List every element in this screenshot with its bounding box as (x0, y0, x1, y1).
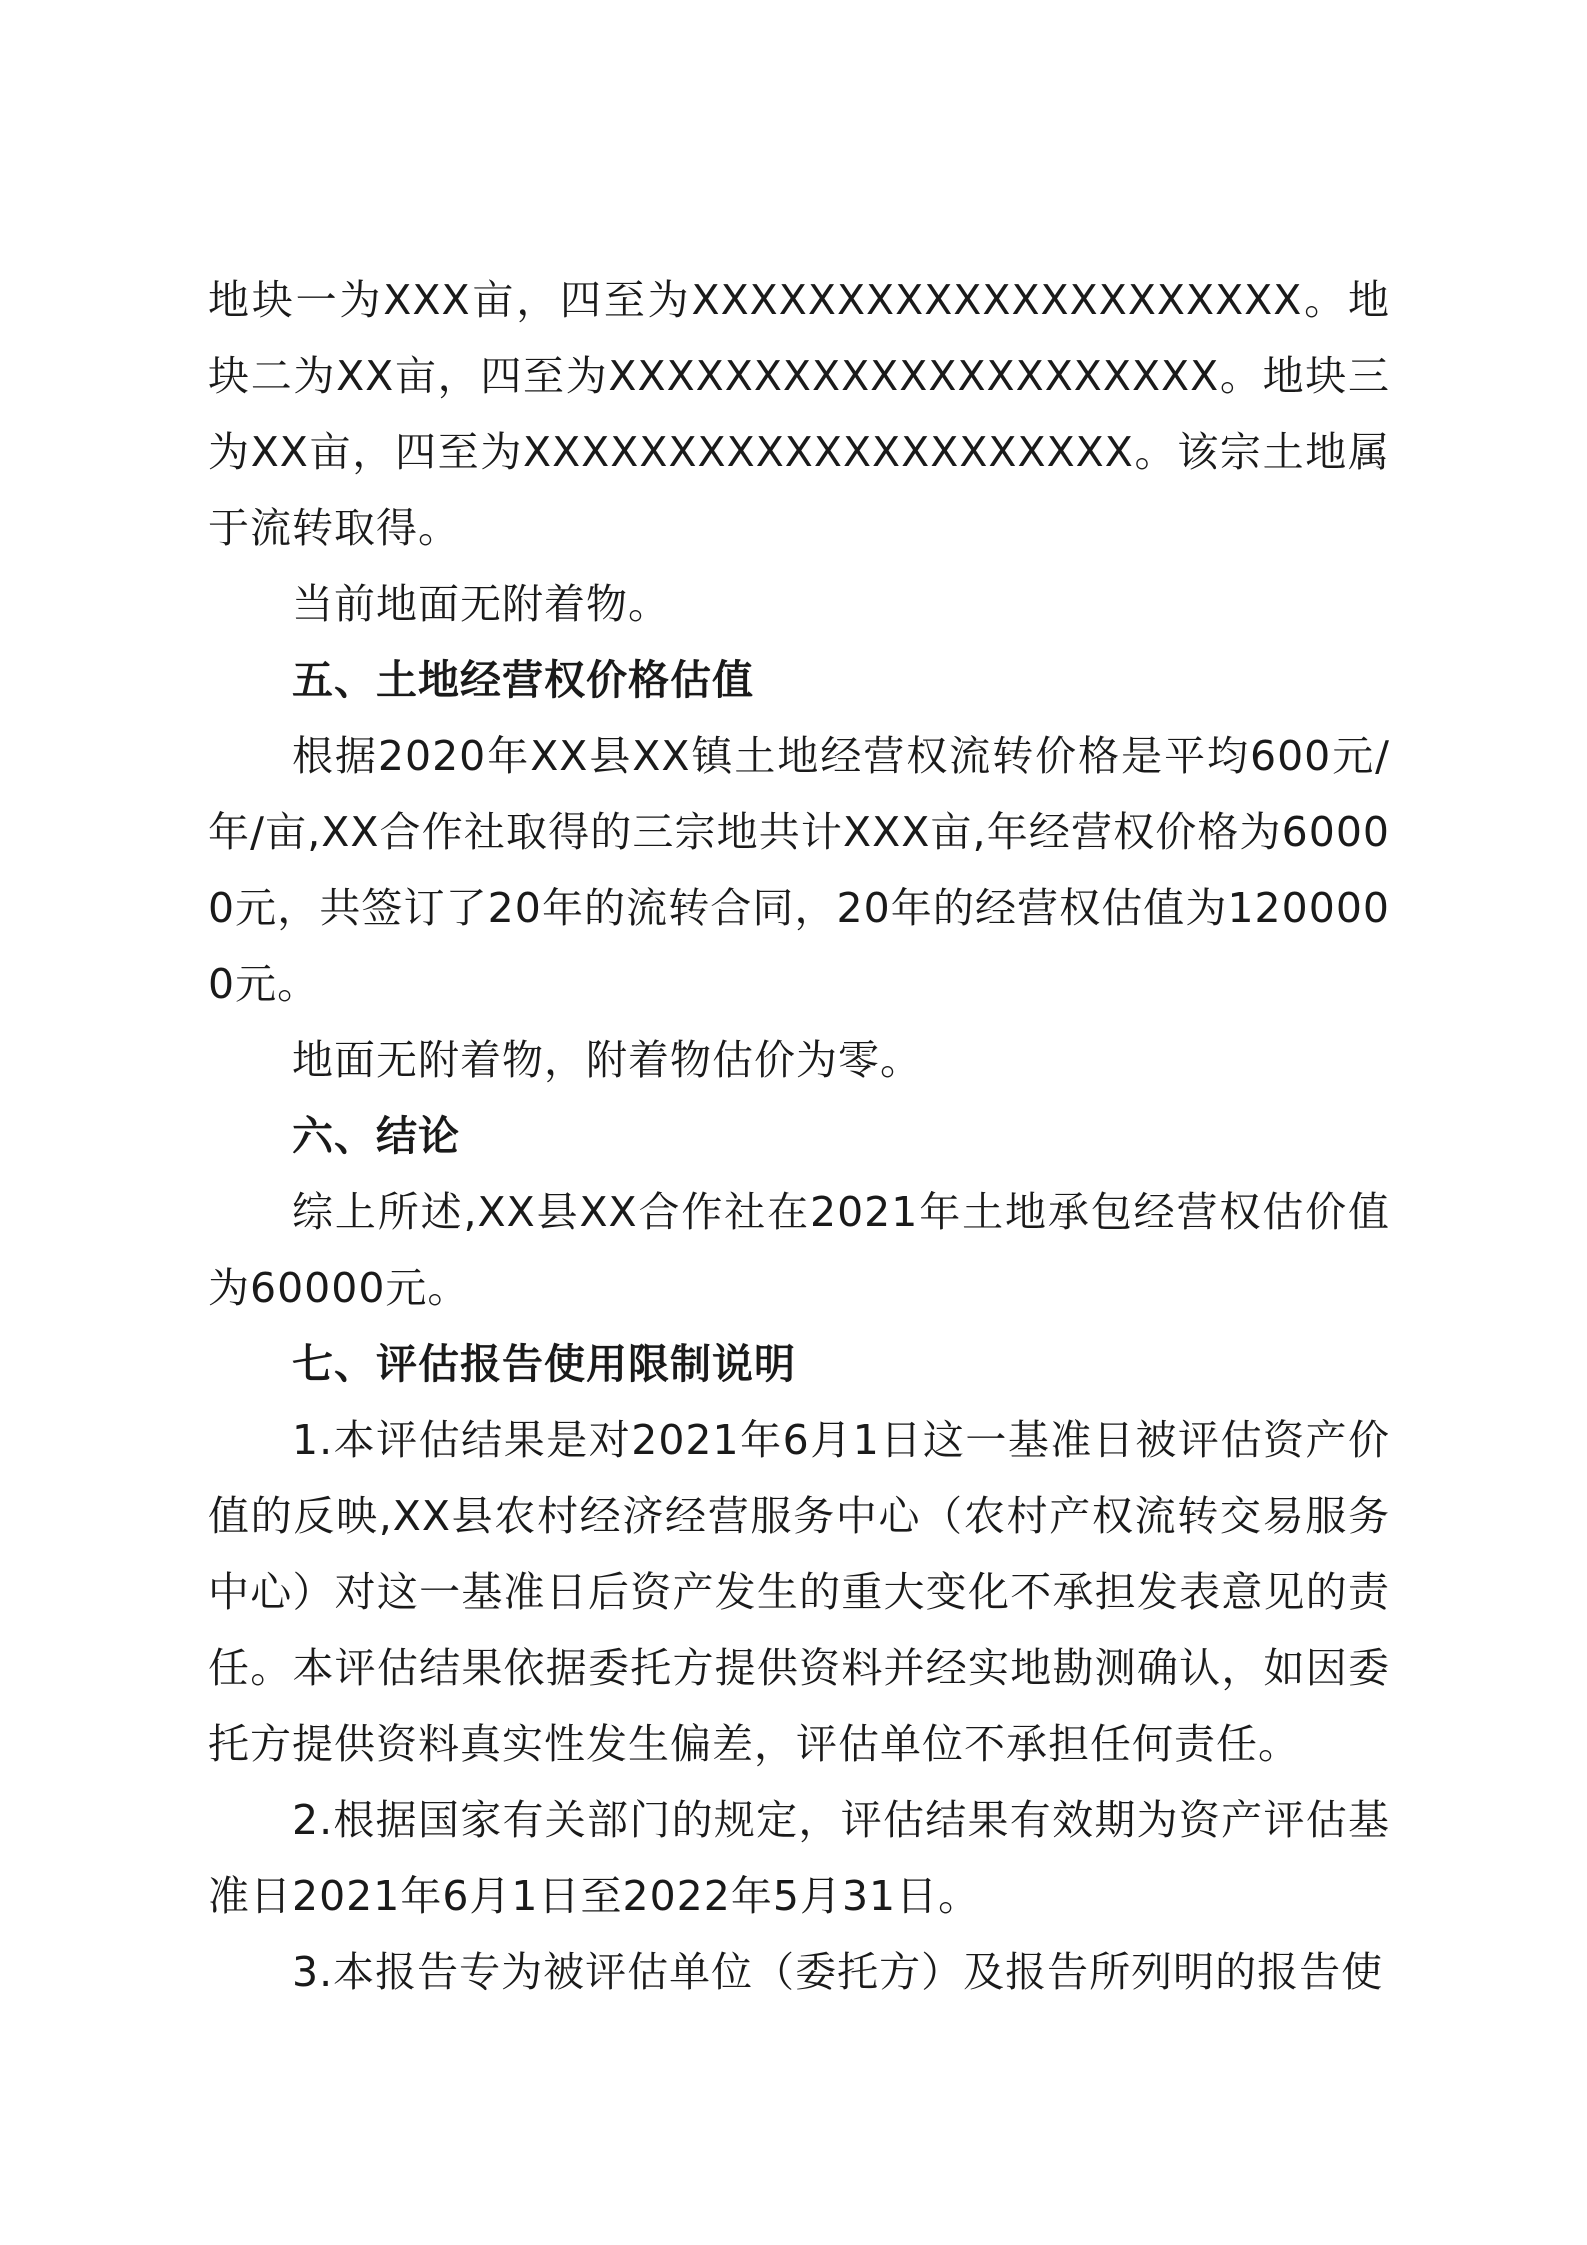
document-body (208, 262, 1390, 2010)
paragraph-limitation-2: 2.根据国家有关部门的规定，评估结果有效期为资产评估基准日2021年6月1日至2022年5月31日。 (208, 1796, 1390, 1920)
heading-section-5: 五、土地经营权价格估值 (292, 656, 754, 704)
paragraph-land-parcels: 地块一为XXX亩，四至为XXXXXXXXXXXXXXXXXXXXX。地块二为XX亩，四至为XXXXXXXXXXXXXXXXXXXXX。地块三为XX亩，四至为XXXXXXXXXXXXXXXXXXXXX。该宗土地属于流转取得。 (208, 276, 1390, 552)
paragraph-attachment-value: 地面无附着物，附着物估价为零。 (292, 1036, 922, 1084)
paragraph-valuation: 根据2020年XX县XX镇土地经营权流转价格是平均600元/年/亩,XX合作社取得的三宗地共计XXX亩,年经营权价格为60000元，共签订了20年的流转合同，20年的经营权估值为1200000元。 (208, 732, 1390, 1008)
heading-section-7: 七、评估报告使用限制说明 (292, 1340, 796, 1388)
paragraph-conclusion: 综上所述,XX县XX合作社在2021年土地承包经营权估价值为60000元。 (208, 1188, 1390, 1312)
heading-section-6: 六、结论 (292, 1112, 460, 1160)
paragraph-limitation-3: 3.本报告专为被评估单位（委托方）及报告所列明的报告使 (292, 1948, 1384, 1996)
paragraph-limitation-1: 1.本评估结果是对2021年6月1日这一基准日被评估资产价值的反映,XX县农村经济经营服务中心（农村产权流转交易服务中心）对这一基准日后资产发生的重大变化不承担发表意见的责任。本评估结果依据委托方提供资料并经实地勘测确认，如因委托方提供资料真实性发生偏差，评估单位不承担任何责任。 (208, 1416, 1390, 1768)
paragraph-no-attachments: 当前地面无附着物。 (292, 580, 670, 628)
